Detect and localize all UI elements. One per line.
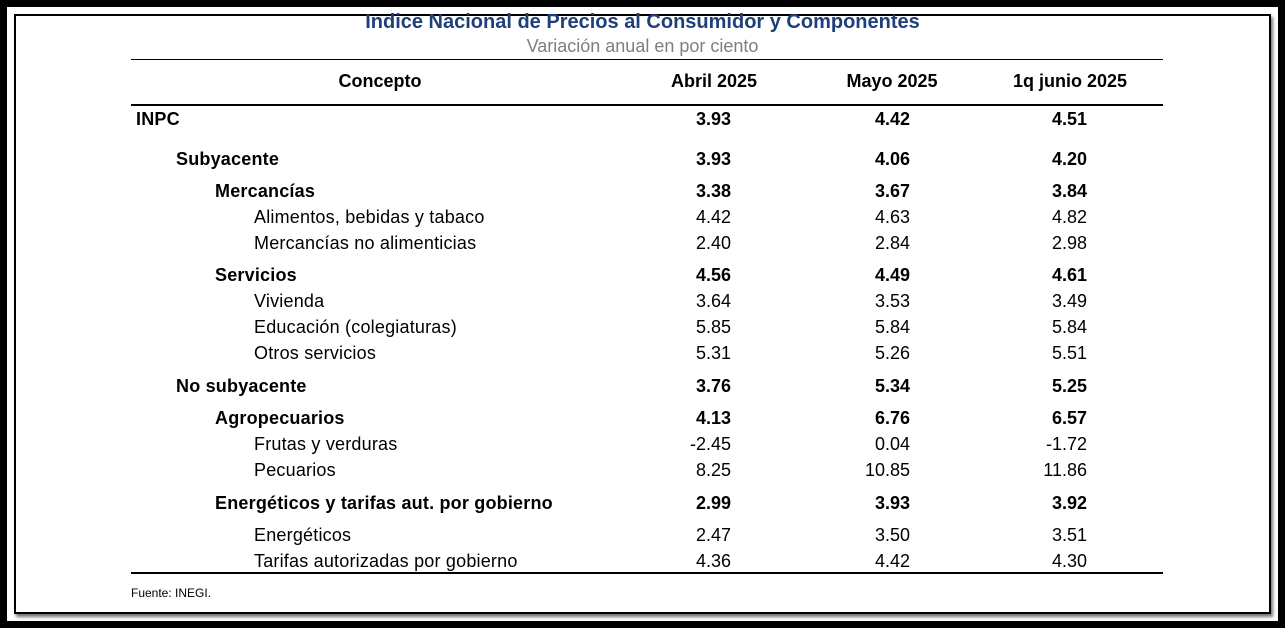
value-junio: 5.84 <box>1051 317 1087 337</box>
value-abril: 4.42 <box>695 207 731 227</box>
value-junio: 5.51 <box>1051 343 1087 363</box>
value-junio: 4.51 <box>1051 109 1087 129</box>
row-label: Frutas y verduras <box>254 434 398 454</box>
row-label: Educación (colegiaturas) <box>254 317 457 337</box>
value-abril: 3.93 <box>695 149 731 169</box>
value-mayo: 3.50 <box>874 525 910 545</box>
value-abril: 4.56 <box>695 265 731 285</box>
source-note: Fuente: INEGI. <box>131 586 212 600</box>
value-abril: -2.45 <box>689 434 731 454</box>
value-mayo: 4.06 <box>874 149 910 169</box>
row-label: Mercancías <box>215 181 316 201</box>
value-abril: 4.36 <box>695 551 731 571</box>
row-label: Alimentos, bebidas y tabaco <box>254 207 485 227</box>
table-row <box>131 107 1163 131</box>
table-title: Indice Nacional de Precios al Consumidor y Componentes <box>365 11 920 33</box>
value-junio: 4.20 <box>1051 149 1087 169</box>
value-junio: 5.25 <box>1051 376 1087 396</box>
value-mayo: 3.93 <box>874 493 910 513</box>
header-mayo: Mayo 2025 <box>846 71 938 91</box>
table-row <box>131 315 1163 339</box>
value-junio: 3.92 <box>1051 493 1087 513</box>
value-junio: -1.72 <box>1045 434 1087 454</box>
value-abril: 4.13 <box>695 408 731 428</box>
table-row <box>131 147 1163 171</box>
value-mayo: 3.53 <box>874 291 910 311</box>
header-concepto: Concepto <box>338 71 422 91</box>
table-row <box>131 205 1163 229</box>
value-abril: 3.64 <box>695 291 731 311</box>
value-mayo: 4.63 <box>874 207 910 227</box>
value-abril: 3.38 <box>695 181 731 201</box>
table-row <box>131 491 1163 515</box>
value-junio: 4.61 <box>1051 265 1087 285</box>
row-label: Pecuarios <box>254 460 336 480</box>
table-row <box>131 289 1163 313</box>
value-abril: 3.76 <box>695 376 731 396</box>
value-abril: 5.85 <box>695 317 731 337</box>
value-junio: 4.30 <box>1051 551 1087 571</box>
row-label: Agropecuarios <box>215 408 345 428</box>
value-junio: 3.51 <box>1051 525 1087 545</box>
value-mayo: 4.42 <box>874 551 910 571</box>
header-rule <box>131 104 1163 106</box>
header-abril: Abril 2025 <box>670 71 758 91</box>
value-junio: 3.84 <box>1051 181 1087 201</box>
row-label: Servicios <box>215 265 297 285</box>
value-abril: 2.47 <box>695 525 731 545</box>
table-row <box>131 458 1163 482</box>
top-rule <box>131 59 1163 60</box>
table-row <box>131 341 1163 365</box>
value-junio: 3.49 <box>1051 291 1087 311</box>
row-label: No subyacente <box>176 376 307 396</box>
table-row <box>131 263 1163 287</box>
table-row <box>131 179 1163 203</box>
row-label: Subyacente <box>176 149 280 169</box>
value-junio: 11.86 <box>1043 460 1087 480</box>
table-row <box>131 231 1163 255</box>
row-label: INPC <box>136 109 180 129</box>
value-mayo: 0.04 <box>874 434 910 454</box>
value-mayo: 5.34 <box>874 376 910 396</box>
value-mayo: 10.85 <box>864 460 910 480</box>
table-subtitle: Variación anual en por ciento <box>526 36 759 56</box>
row-label: Vivienda <box>254 291 325 311</box>
row-label: Energéticos y tarifas aut. por gobierno <box>215 493 553 513</box>
value-junio: 6.57 <box>1051 408 1087 428</box>
table-row <box>131 406 1163 430</box>
value-abril: 2.40 <box>695 233 731 253</box>
value-mayo: 5.26 <box>874 343 910 363</box>
table-row <box>131 432 1163 456</box>
row-label: Tarifas autorizadas por gobierno <box>254 551 518 571</box>
row-label: Mercancías no alimenticias <box>254 233 477 253</box>
value-mayo: 4.42 <box>874 109 910 129</box>
table-row <box>131 374 1163 398</box>
row-label: Energéticos <box>254 525 352 545</box>
value-mayo: 6.76 <box>874 408 910 428</box>
value-abril: 8.25 <box>695 460 731 480</box>
value-abril: 3.93 <box>695 109 731 129</box>
value-mayo: 4.49 <box>874 265 910 285</box>
row-label: Otros servicios <box>254 343 377 363</box>
value-abril: 5.31 <box>695 343 731 363</box>
bottom-rule <box>131 572 1163 574</box>
value-junio: 4.82 <box>1051 207 1087 227</box>
value-mayo: 5.84 <box>874 317 910 337</box>
value-junio: 2.98 <box>1051 233 1087 253</box>
value-mayo: 2.84 <box>874 233 910 253</box>
value-abril: 2.99 <box>695 493 731 513</box>
table-row <box>131 549 1163 573</box>
table-row <box>131 523 1163 547</box>
header-junio: 1q junio 2025 <box>1012 71 1128 91</box>
value-mayo: 3.67 <box>874 181 910 201</box>
